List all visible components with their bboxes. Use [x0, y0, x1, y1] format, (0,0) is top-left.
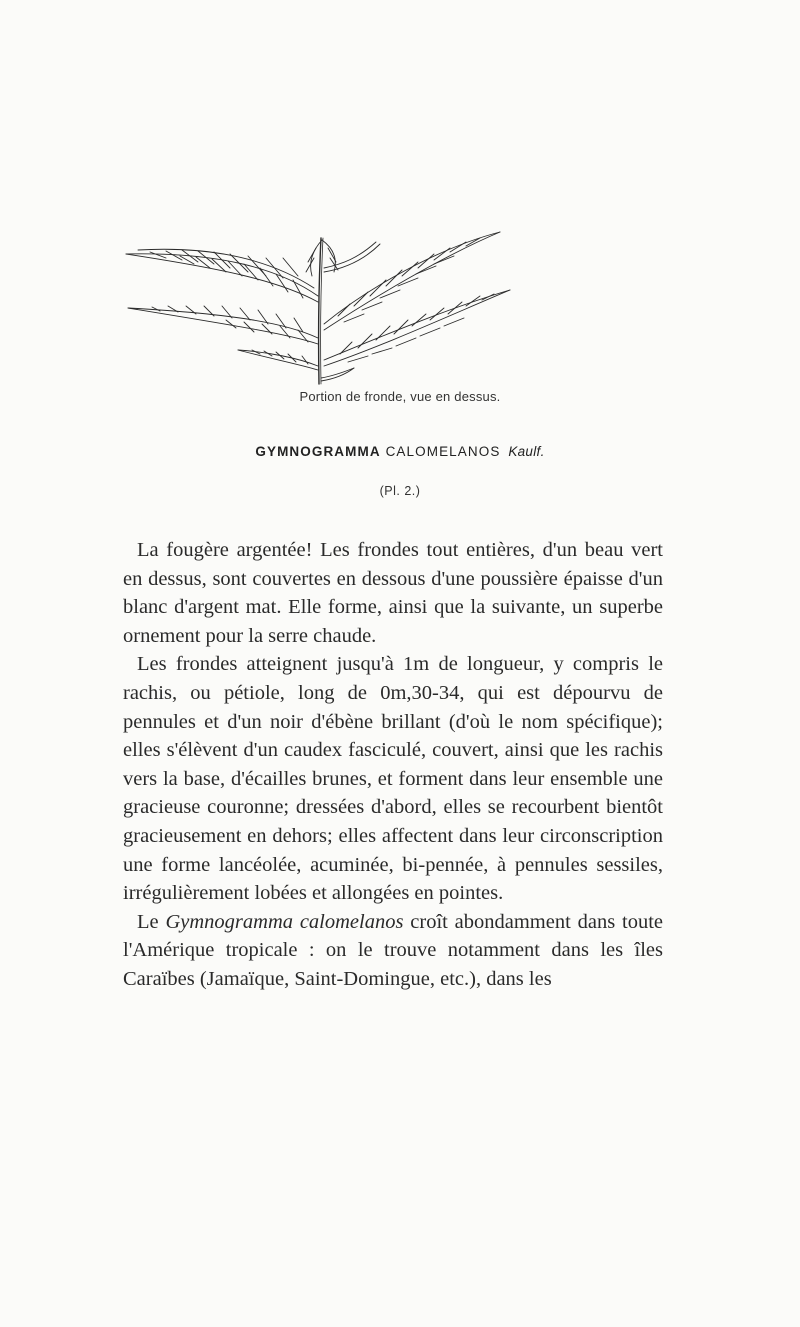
plate-reference: (Pl. 2.): [379, 484, 421, 498]
species-title: [0, 444, 800, 459]
pinna-lower-left: [128, 306, 318, 344]
paragraph-distribution: [123, 908, 663, 994]
fern-frond-illustration: [118, 228, 518, 386]
pinna-bottom-left: [238, 350, 318, 370]
frond-apex: [306, 240, 380, 276]
paragraph-distribution-text: croît abondamment dans toute l'Amérique tropicale : on le trouve notamment dans les îles Caraïbes (Jamaïque, Saint-Domingue, etc.), dans les: [123, 910, 664, 990]
pinna-upper-left: [126, 249, 318, 302]
figure-caption: Portion de fronde, vue en dessus.: [299, 389, 501, 404]
genus-name: GYMNOGRAMMA: [255, 444, 381, 459]
species-epithet: CALOMELANOS: [385, 444, 501, 459]
author-abbreviation: Kaulf.: [508, 444, 545, 459]
species-name-italic: Gymnogramma calomelanos: [165, 910, 404, 933]
paragraph-intro: La fougère argentée! Les frondes tout entières, d'un beau vert en dessus, sont couvertes en dessous d'une poussière épaisse d'un blanc d'argent mat. Elle forme, ainsi que la suivante, un superbe ornement pour la serre chaude.: [123, 539, 663, 647]
pinna-lower-right: [324, 290, 510, 366]
body-text: [123, 536, 663, 994]
paragraph-distribution-lead: Le: [137, 910, 159, 933]
paragraph-description: Les frondes atteignent jusqu'à 1m de longueur, y compris le rachis, ou pétiole, long de 0m,30-34, qui est dépourvu de pennules et d'un noir d'ébène brillant (d'où le nom spécifique); elles s'élèvent d'un caudex fasciculé, couvert, ainsi que les rachis vers la base, d'écailles brunes, et forment dans leur ensemble une gracieuse couronne; dressées d'abord, elles se recourbent bientôt gracieusement en dehors; elles affectent dans leur circonscription une forme lancéolée, acuminée, bi-pennée, à pennules sessiles, irrégulièrement lobées et allongées en pointes.: [123, 653, 663, 905]
pinna-upper-right: [324, 232, 500, 330]
